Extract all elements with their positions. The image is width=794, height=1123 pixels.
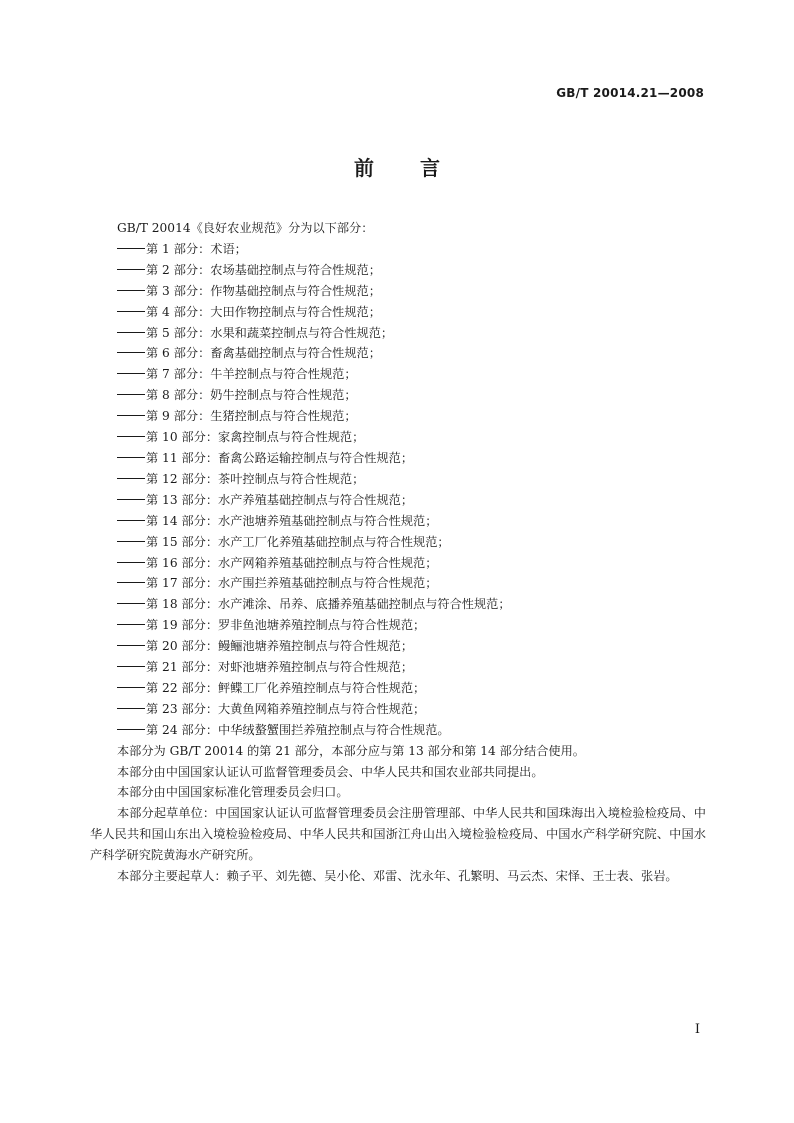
- part-label: 第 14 部分：水产池塘养殖基础控制点与符合性规范；: [146, 513, 438, 528]
- part-list-item: [90, 323, 706, 344]
- part-list-item: [90, 448, 706, 469]
- em-dash-marker: [117, 687, 145, 688]
- em-dash-marker: [117, 269, 145, 270]
- drafting-units-paragraph: 本部分起草单位：中国国家认证认可监督管理委员会注册管理部、中华人民共和国珠海出入境检验检疫局、中华人民共和国山东出入境检验检疫局、中华人民共和国浙江舟山出入境检验检疫局、中国水产科学研究院、中国水产科学研究院黄海水产研究所。: [90, 806, 706, 863]
- part-list-item: [90, 364, 706, 385]
- em-dash-marker: [117, 311, 145, 312]
- relation-paragraph: 本部分为 GB/T 20014 的第 21 部分，本部分应与第 13 部分和第 14 部分结合使用。: [117, 743, 585, 758]
- part-list-item: [90, 343, 706, 364]
- part-list-item: [90, 678, 706, 699]
- drafters-paragraph: 本部分主要起草人：赖子平、刘先德、吴小伦、邓雷、沈永年、孔繁明、马云杰、宋怿、王士表、张岩。: [117, 869, 678, 884]
- em-dash-marker: [117, 562, 145, 563]
- part-list-item: [90, 490, 706, 511]
- part-list-item: [90, 532, 706, 553]
- proposed-by-paragraph: 本部分由中国国家认证认可监督管理委员会、中华人民共和国农业部共同提出。: [117, 764, 544, 779]
- part-list-item: [90, 699, 706, 720]
- intro-paragraph: GB/T 20014《良好农业规范》分为以下部分：: [117, 221, 374, 235]
- em-dash-marker: [117, 582, 145, 583]
- part-label: 第 12 部分：茶叶控制点与符合性规范；: [146, 471, 365, 486]
- part-label: 第 23 部分：大黄鱼网箱养殖控制点与符合性规范；: [146, 701, 426, 716]
- em-dash-marker: [117, 645, 145, 646]
- part-label: 第 1 部分：术语；: [146, 241, 247, 256]
- em-dash-marker: [117, 520, 145, 521]
- part-list-item: [90, 657, 706, 678]
- part-list-item: [90, 281, 706, 302]
- part-label: 第 15 部分：水产工厂化养殖基础控制点与符合性规范；: [146, 534, 450, 549]
- part-label: 第 19 部分：罗非鱼池塘养殖控制点与符合性规范；: [146, 618, 426, 633]
- em-dash-marker: [117, 415, 145, 416]
- part-list-item: [90, 385, 706, 406]
- em-dash-marker: [117, 290, 145, 291]
- standard-code: GB/T 20014.21—2008: [556, 86, 704, 100]
- part-label: 第 24 部分：中华绒螯蟹围拦养殖控制点与符合性规范。: [146, 722, 450, 737]
- em-dash-marker: [117, 436, 145, 437]
- part-label: 第 3 部分：作物基础控制点与符合性规范；: [146, 283, 381, 298]
- part-label: 第 11 部分：畜禽公路运输控制点与符合性规范；: [146, 450, 414, 465]
- part-label: 第 2 部分：农场基础控制点与符合性规范；: [146, 262, 381, 277]
- parts-list: [90, 239, 706, 741]
- part-label: 第 21 部分：对虾池塘养殖控制点与符合性规范；: [146, 660, 414, 675]
- part-list-item: [90, 406, 706, 427]
- part-label: 第 6 部分：畜禽基础控制点与符合性规范；: [146, 346, 381, 361]
- em-dash-marker: [117, 394, 145, 395]
- part-list-item: [90, 594, 706, 615]
- em-dash-marker: [117, 457, 145, 458]
- part-list-item: [90, 615, 706, 636]
- em-dash-marker: [117, 478, 145, 479]
- em-dash-marker: [117, 373, 145, 374]
- em-dash-marker: [117, 332, 145, 333]
- part-list-item: [90, 260, 706, 281]
- part-label: 第 18 部分：水产滩涂、吊养、底播养殖基础控制点与符合性规范；: [146, 597, 511, 612]
- em-dash-marker: [117, 708, 145, 709]
- em-dash-marker: [117, 666, 145, 667]
- part-list-item: [90, 573, 706, 594]
- part-list-item: [90, 553, 706, 574]
- em-dash-marker: [117, 499, 145, 500]
- part-label: 第 17 部分：水产围拦养殖基础控制点与符合性规范；: [146, 576, 438, 591]
- part-label: 第 16 部分：水产网箱养殖基础控制点与符合性规范；: [146, 555, 438, 570]
- centralized-by-paragraph: 本部分由中国国家标准化管理委员会归口。: [117, 785, 349, 800]
- em-dash-marker: [117, 603, 145, 604]
- part-list-item: [90, 302, 706, 323]
- part-label: 第 20 部分：鳗鲡池塘养殖控制点与符合性规范；: [146, 639, 414, 654]
- part-list-item: [90, 427, 706, 448]
- part-list-item: [90, 636, 706, 657]
- em-dash-marker: [117, 624, 145, 625]
- part-label: 第 9 部分：生猪控制点与符合性规范；: [146, 409, 357, 424]
- page-title: 前言: [354, 156, 486, 180]
- part-label: 第 5 部分：水果和蔬菜控制点与符合性规范；: [146, 325, 394, 340]
- part-label: 第 8 部分：奶牛控制点与符合性规范；: [146, 388, 357, 403]
- part-list-item: [90, 720, 706, 741]
- em-dash-marker: [117, 541, 145, 542]
- em-dash-marker: [117, 248, 145, 249]
- part-label: 第 4 部分：大田作物控制点与符合性规范；: [146, 304, 381, 319]
- part-list-item: [90, 469, 706, 490]
- part-label: 第 7 部分：牛羊控制点与符合性规范；: [146, 367, 357, 382]
- part-label: 第 13 部分：水产养殖基础控制点与符合性规范；: [146, 492, 414, 507]
- part-label: 第 10 部分：家禽控制点与符合性规范；: [146, 430, 365, 445]
- part-label: 第 22 部分：鲆鲽工厂化养殖控制点与符合性规范；: [146, 680, 426, 695]
- part-list-item: [90, 239, 706, 260]
- part-list-item: [90, 511, 706, 532]
- em-dash-marker: [117, 729, 145, 730]
- document-body: [90, 218, 706, 887]
- page-number: I: [694, 1022, 700, 1037]
- em-dash-marker: [117, 352, 145, 353]
